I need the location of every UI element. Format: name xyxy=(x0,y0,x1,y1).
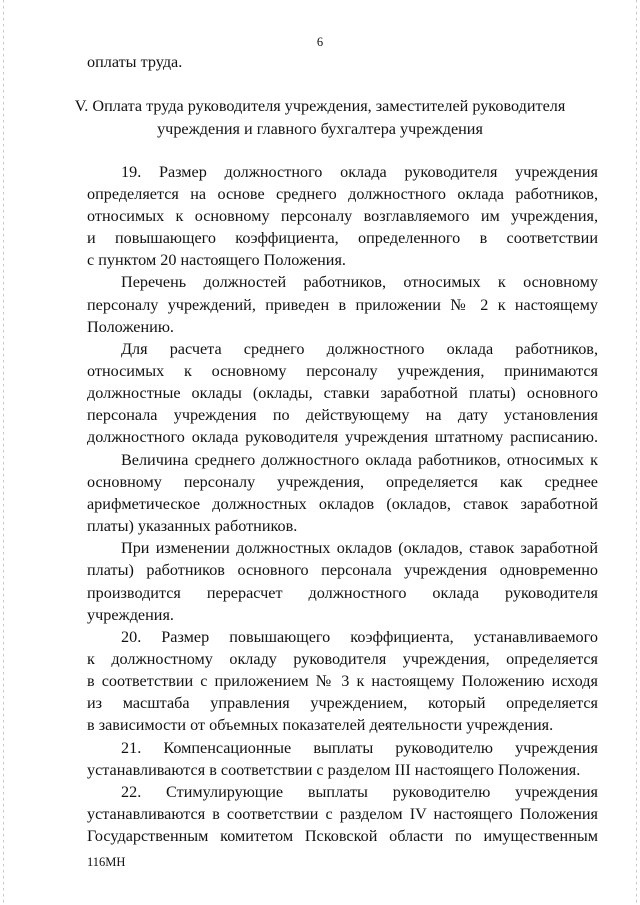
text-line: платы) работников основного персонала учреждения одновременно xyxy=(87,561,598,579)
section-heading: учреждения и главного бухгалтера учреждения xyxy=(157,120,483,138)
text-line: 21. Компенсационные выплаты руководителю учреждения xyxy=(121,739,598,757)
text-line: и повышающего коэффициента, определенного в соответствии xyxy=(87,229,598,247)
text-line: 22. Стимулирующие выплаты руководителю учреждения xyxy=(121,783,598,801)
text-line: Положению. xyxy=(87,318,174,336)
text-line: основному персоналу учреждения, определяется как среднее xyxy=(87,473,598,491)
text-line: оплаты труда. xyxy=(87,53,183,71)
text-line: персоналу учреждений, приведен в приложении № 2 к настоящему xyxy=(87,296,598,314)
text-line: арифметическое должностных окладов (окладов, ставок заработной xyxy=(87,495,598,513)
text-line: 19. Размер должностного оклада руководителя учреждения xyxy=(121,163,598,181)
text-line: в зависимости от объемных показателей деятельности учреждения. xyxy=(87,716,554,734)
text-line: Перечень должностей работников, относимых к основному xyxy=(121,273,598,291)
text-line: платы) указанных работников. xyxy=(87,517,298,535)
text-line: производится перерасчет должностного оклада руководителя xyxy=(87,584,598,602)
section-heading: V. Оплата труда руководителя учреждения, заместителей руководителя xyxy=(74,97,566,115)
text-line: персонала учреждения по действующему на дату установления xyxy=(87,406,598,424)
page-number: 6 xyxy=(316,35,324,49)
text-line: к должностному окладу руководителя учреждения, определяется xyxy=(87,650,598,668)
text-line: относимых к основному персоналу возглавляемого им учреждения, xyxy=(87,207,598,225)
text-line: 20. Размер повышающего коэффициента, устанавливаемого xyxy=(121,628,598,646)
text-line: с пунктом 20 настоящего Положения. xyxy=(87,251,346,269)
text-line: Государственным комитетом Псковской области по имущественным xyxy=(87,827,598,845)
document-code: 116МН xyxy=(87,855,126,869)
text-line: устанавливаются в соответствии с разделом III настоящего Положения. xyxy=(87,761,581,779)
text-line: определяется на основе среднего должностного оклада работников, xyxy=(87,185,598,203)
text-line: должностного оклада руководителя учреждения штатному расписанию. xyxy=(87,428,598,446)
text-line: Величина среднего должностного оклада работников, относимых к xyxy=(121,451,598,469)
text-line: относимых к основному персоналу учреждения, принимаются xyxy=(87,362,598,380)
text-line: Для расчета среднего должностного оклада работников, xyxy=(121,340,598,358)
text-line: в соответствии с приложением № 3 к настоящему Положению исходя xyxy=(87,672,598,690)
text-line: учреждения. xyxy=(87,606,174,624)
text-line: должностные оклады (оклады, ставки заработной платы) основного xyxy=(87,384,598,402)
text-line: из масштаба управления учреждением, который определяется xyxy=(87,694,598,712)
text-line: При изменении должностных окладов (окладов, ставок заработной xyxy=(121,539,598,557)
text-line: устанавливаются в соответствии с разделом IV настоящего Положения xyxy=(87,805,598,823)
